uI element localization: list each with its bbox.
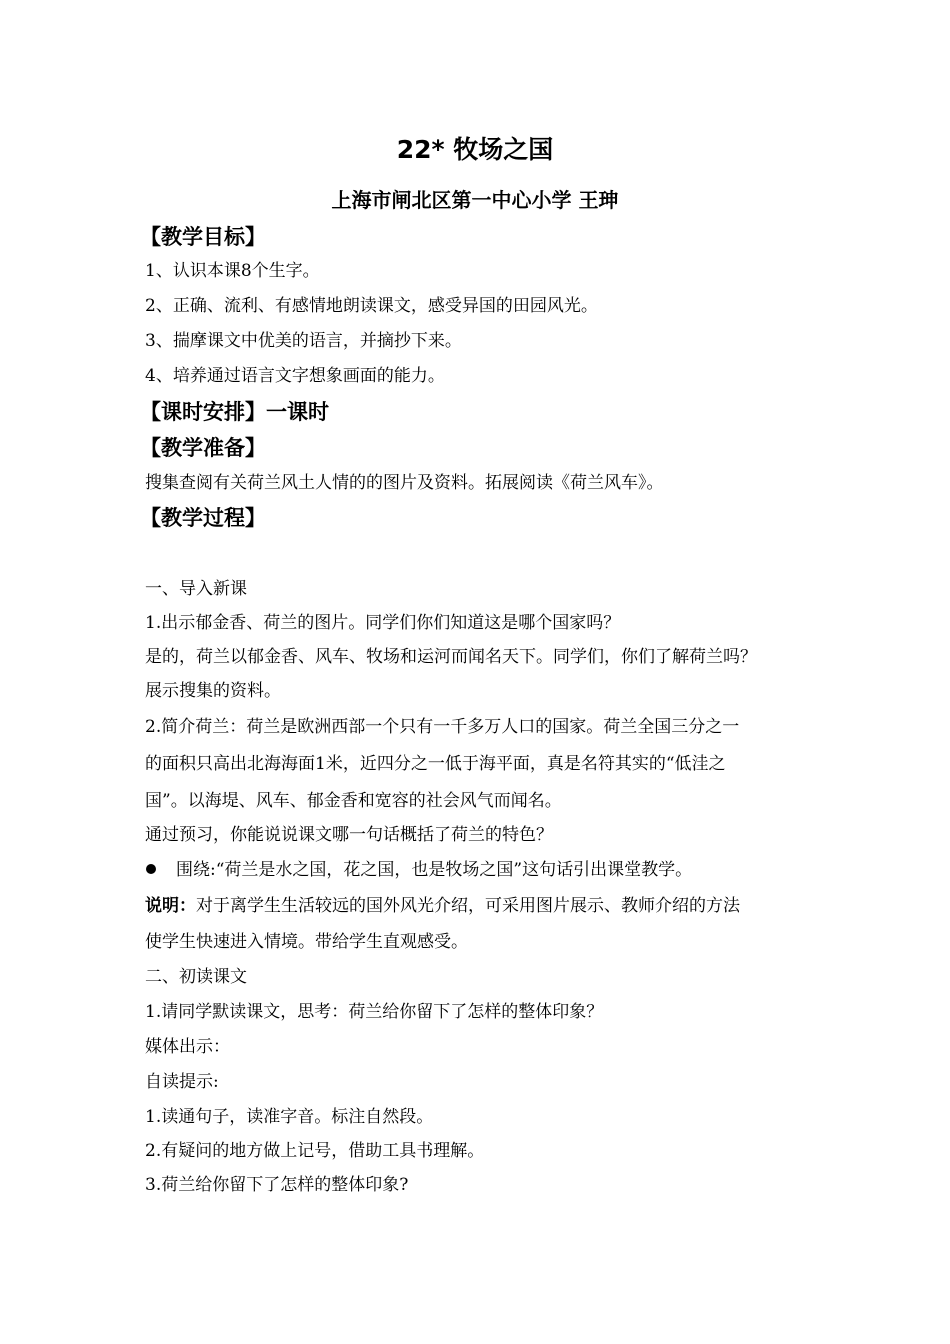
section-2-prompt-3: 3.荷兰给你留下了怎样的整体印象? <box>145 1175 409 1195</box>
section-1-intro-line-3: 国”。以海堤、风车、郁金香和宽容的社会风气而闻名。 <box>145 791 562 811</box>
heading-teaching-goals: 【教学目标】 <box>140 225 266 249</box>
goal-3: 3、揣摩课文中优美的语言，并摘抄下来。 <box>145 331 462 351</box>
goal-4: 4、培养通过语言文字想象画面的能力。 <box>145 366 445 386</box>
note-label: 说明： <box>145 896 196 916</box>
section-1-item-1: 1.出示郁金香、荷兰的图片。同学们你们知道这是哪个国家吗？ <box>145 613 621 633</box>
bullet-dot-icon <box>146 864 156 874</box>
page-title: 22* 牧场之国 <box>396 135 554 164</box>
section-1-bullet <box>146 856 692 884</box>
goal-2: 2、正确、流利、有感情地朗读课文，感受异国的田园风光。 <box>145 296 598 316</box>
note-text-1: 对于离学生生活较远的国外风光介绍，可采用图片展示、教师介绍的方法 <box>196 896 740 916</box>
section-2-media: 媒体出示： <box>145 1037 230 1057</box>
author-line: 上海市闸北区第一中心小学 王珅 <box>331 188 619 212</box>
heading-preparation: 【教学准备】 <box>140 436 266 460</box>
note-line-1 <box>145 892 740 920</box>
section-2-prompt-title: 自读提示: <box>145 1072 219 1092</box>
preparation-text: 搜集查阅有关荷兰风土人情的的图片及资料。拓展阅读《荷兰风车》。 <box>145 473 664 493</box>
section-1-question: 通过预习，你能说说课文哪一句话概括了荷兰的特色？ <box>145 825 553 845</box>
section-2-prompt-1: 1.读通句子，读准字音。标注自然段。 <box>145 1107 434 1127</box>
section-1-intro-line-2: 的面积只高出北海海面1米，近四分之一低于海平面，真是名符其实的“低洼之 <box>145 754 726 774</box>
section-2-item-1: 1.请同学默读课文，思考：荷兰给你留下了怎样的整体印象？ <box>145 1002 604 1022</box>
heading-process: 【教学过程】 <box>140 506 266 530</box>
section-1-item-3: 展示搜集的资料。 <box>145 681 281 701</box>
section-1-title: 一、导入新课 <box>145 579 247 599</box>
goal-1: 1、认识本课8个生字。 <box>145 261 320 281</box>
section-1-item-2: 是的，荷兰以郁金香、风车、牧场和运河而闻名天下。同学们，你们了解荷兰吗？ <box>145 647 757 667</box>
section-1-intro-line-1: 2.简介荷兰：荷兰是欧洲西部一个只有一千多万人口的国家。荷兰全国三分之一 <box>145 717 740 737</box>
section-2-prompt-2: 2.有疑问的地方做上记号，借助工具书理解。 <box>145 1141 485 1161</box>
section-2-title: 二、初读课文 <box>145 967 247 987</box>
heading-schedule: 【课时安排】一课时 <box>140 400 329 424</box>
note-line-2: 使学生快速进入情境。带给学生直观感受。 <box>145 932 468 952</box>
bullet-text: 围绕:“荷兰是水之国，花之国，也是牧场之国”这句话引出课堂教学。 <box>176 860 693 880</box>
